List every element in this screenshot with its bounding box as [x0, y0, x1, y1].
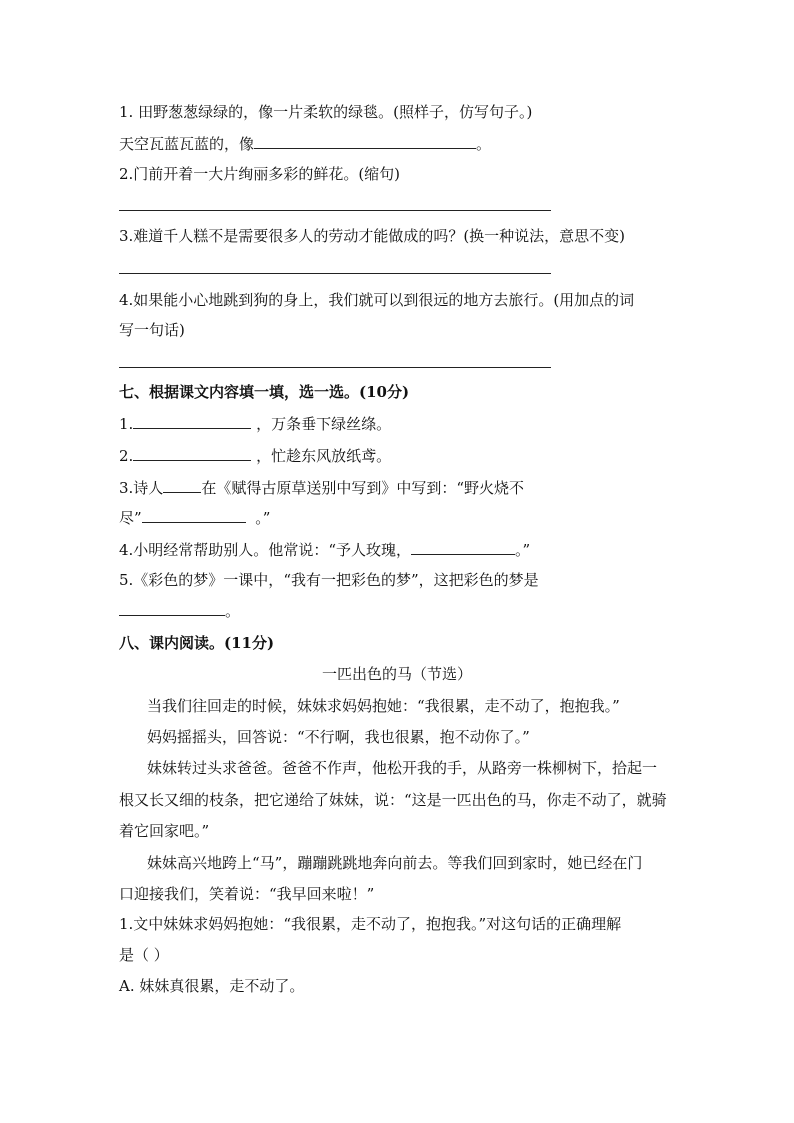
q2-after: ，忙趁东风放纸鸢。: [256, 447, 392, 465]
reading-question-1-line1: 1.文中妹妹求妈妈抱她：“我很累，走不动了，抱抱我。”对这句话的正确理解: [119, 915, 622, 933]
passage-paragraph-2: 妈妈摇摇头，回答说：“不行啊，我也很累，抱不动你了。”: [147, 728, 530, 746]
passage-paragraph-3-line2: 根又长又细的枝条，把它递给了妹妹，说：“这是一匹出色的马，你走不动了，就骑: [119, 791, 667, 809]
exercise-4-answer-rule[interactable]: [119, 367, 551, 368]
section-7-q2: [119, 446, 391, 466]
passage-paragraph-3-line3: 着它回家吧。”: [119, 822, 210, 840]
q3-verse-blank[interactable]: [142, 508, 246, 523]
exercise-1-blank[interactable]: [254, 134, 476, 149]
passage-title: 一匹出色的马（节选）: [321, 665, 472, 683]
q3-mid: 在《赋得古原草送别中写到》中写到：“野火烧不: [201, 479, 524, 497]
exercise-1-answer-prefix: 天空瓦蓝瓦蓝的，像: [119, 135, 255, 153]
q5-line2-post: 。: [225, 602, 241, 620]
exercise-3-prompt: 3.难道千人糕不是需要很多人的劳动才能做成的吗？(换一种说法，意思不变): [119, 227, 626, 245]
section-7-heading: 七、根据课文内容填一填，选一选。(10分): [119, 383, 410, 401]
passage-paragraph-3-line1: 妹妹转过头求爸爸。爸爸不作声，他松开我的手，从路旁一株柳树下，拾起一: [147, 759, 658, 777]
exercise-1-prompt: [119, 102, 532, 122]
q2-number: 2.: [119, 447, 134, 465]
q4-pre: 4.小明经常帮助别人。他常说：“予人玫瑰，: [119, 541, 411, 559]
section-7-q3-line1: [119, 478, 524, 498]
exercise-4-prompt-line2: 写一句话): [119, 321, 185, 339]
q2-blank[interactable]: [133, 446, 251, 461]
passage-paragraph-1: 当我们往回走的时候，妹妹求妈妈抱她：“我很累，走不动了，抱抱我。”: [147, 697, 620, 715]
section-7-q4: [119, 540, 530, 560]
q3-line2-pre: 尽”: [119, 509, 142, 527]
q1-blank[interactable]: [133, 414, 251, 429]
section-7-q5-line1: 5.《彩色的梦》一课中，“我有一把彩色的梦”，这把彩色的梦是: [119, 571, 539, 589]
q3-pre: 3.诗人: [119, 479, 164, 497]
passage-paragraph-4-line1: 妹妹高兴地跨上“马”，蹦蹦跳跳地奔向前去。等我们回到家时，她已经在门: [147, 854, 643, 872]
exercise-3-answer-rule[interactable]: [119, 273, 551, 274]
q3-line2-post: 。”: [255, 509, 271, 527]
exercise-1-text: 田野葱葱绿绿的，像一片柔软的绿毯。(照样子，仿写句子。): [138, 103, 533, 121]
section-7-q3-line2: [119, 508, 270, 528]
q3-poet-blank[interactable]: [163, 478, 201, 493]
reading-question-1-line2[interactable]: 是（ ）: [119, 946, 169, 964]
exercise-1-number: 1.: [119, 103, 134, 121]
section-7-q5-line2: [119, 601, 240, 621]
section-8-heading: 八、课内阅读。(11分): [119, 634, 275, 652]
exercise-4-prompt-line1: 4.如果能小心地跳到狗的身上，我们就可以到很远的地方去旅行。(用加点的词: [119, 291, 635, 309]
reading-option-a[interactable]: A. 妹妹真很累，走不动了。: [119, 977, 305, 995]
section-7-q1: [119, 414, 391, 434]
exercise-2-answer-rule[interactable]: [119, 210, 551, 211]
passage-paragraph-4-line2: 口迎接我们，笑着说：“我早回来啦！”: [119, 885, 375, 903]
exercise-2-prompt: 2.门前开着一大片绚丽多彩的鲜花。(缩句): [119, 165, 401, 183]
exercise-1-answer-suffix: 。: [476, 135, 492, 153]
exercise-1-answer-line: [119, 134, 491, 154]
q1-number: 1.: [119, 415, 134, 433]
q5-blank[interactable]: [119, 601, 225, 616]
q1-after: ，万条垂下绿丝绦。: [256, 415, 392, 433]
q4-blank[interactable]: [411, 540, 515, 555]
q4-post: 。”: [514, 541, 531, 559]
